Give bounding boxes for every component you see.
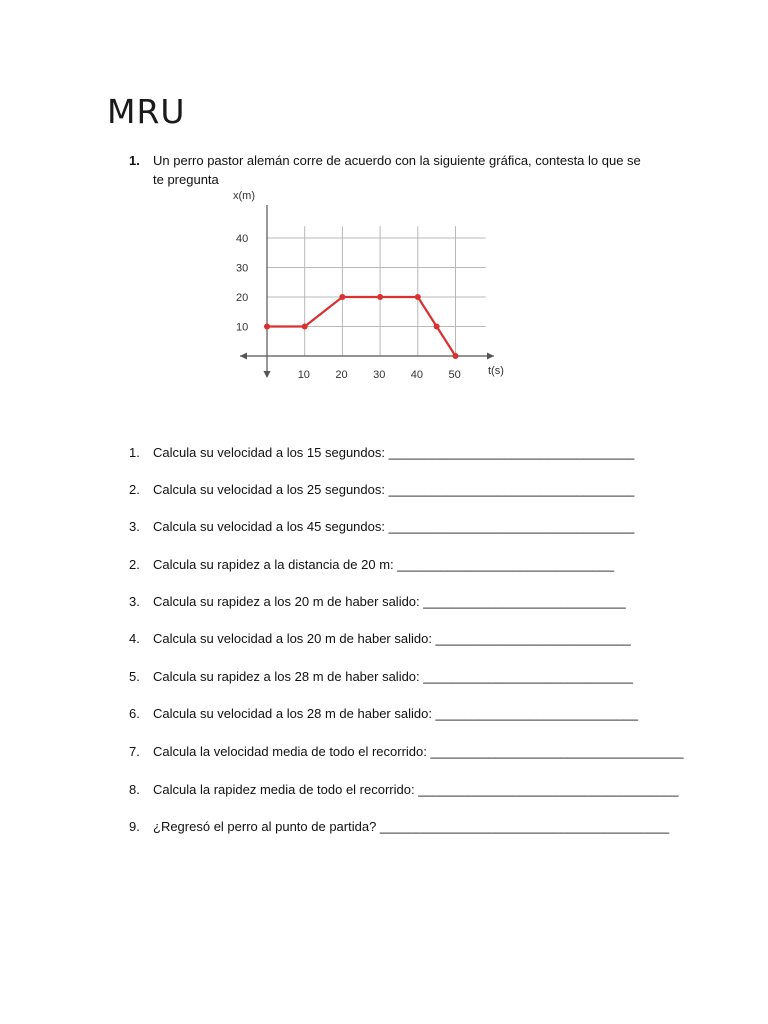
data-point <box>415 294 421 300</box>
question-number: 3. <box>129 594 140 609</box>
question-number: 9. <box>129 819 140 834</box>
position-time-graph <box>222 185 522 385</box>
x-tick-label: 50 <box>448 369 461 381</box>
question-number: 5. <box>129 669 140 684</box>
question-text: Calcula su velocidad a los 15 segundos: __________________________________ <box>153 445 635 460</box>
question-text: Calcula la rapidez media de todo el recorrido: ____________________________________ <box>153 782 679 797</box>
data-point <box>302 324 308 330</box>
y-axis-label: x(m) <box>233 190 255 202</box>
question-number: 2. <box>129 482 140 497</box>
y-tick-label: 40 <box>236 233 249 245</box>
question-number: 7. <box>129 744 140 759</box>
data-point <box>264 324 270 330</box>
page-title: MRU <box>107 92 186 131</box>
question-item <box>129 819 669 834</box>
question-item <box>129 631 631 646</box>
question-text: Calcula su rapidez a los 28 m de haber salido: _____________________________ <box>153 669 633 684</box>
data-point <box>377 294 383 300</box>
tick-labels <box>236 233 461 381</box>
question-item <box>129 669 633 684</box>
question-item <box>129 594 626 609</box>
question-number: 8. <box>129 782 140 797</box>
x-axis-arrow-left <box>240 353 247 360</box>
grid <box>267 226 486 356</box>
question-number: 6. <box>129 706 140 721</box>
question-number: 4. <box>129 631 140 646</box>
question-item <box>129 519 634 534</box>
question-text: Calcula la velocidad media de todo el recorrido: ___________________________________ <box>153 744 684 759</box>
y-tick-label: 20 <box>236 292 249 304</box>
question-item <box>129 445 634 460</box>
question-text: Calcula su rapidez a la distancia de 20 m: ______________________________ <box>153 557 615 572</box>
y-tick-label: 10 <box>236 321 249 334</box>
question-text: Calcula su rapidez a los 20 m de haber salido: ____________________________ <box>153 594 626 609</box>
question-text: ¿Regresó el perro al punto de partida? ________________________________________ <box>153 819 670 834</box>
data-point <box>339 294 345 300</box>
question-item <box>129 557 614 572</box>
y-axis-arrow-down <box>264 371 271 378</box>
data-point <box>453 353 459 359</box>
question-text: Calcula su velocidad a los 25 segundos: __________________________________ <box>153 482 635 497</box>
question-text: Calcula su velocidad a los 20 m de haber salido: ___________________________ <box>153 631 631 646</box>
question-number: 3. <box>129 519 140 534</box>
intro-text: Un perro pastor alemán corre de acuerdo con la siguiente gráfica, contesta lo que se te pregunta <box>153 153 641 187</box>
x-axis-arrow <box>487 353 494 360</box>
question-number: 1. <box>129 445 140 460</box>
question-item <box>129 744 684 759</box>
question-text: Calcula su velocidad a los 45 segundos: __________________________________ <box>153 519 635 534</box>
intro-number: 1. <box>129 153 140 168</box>
x-tick-label: 20 <box>335 369 348 381</box>
question-item <box>129 706 638 721</box>
x-tick-label: 40 <box>410 369 424 381</box>
x-tick-label: 30 <box>373 369 386 381</box>
x-tick-label: 10 <box>297 369 310 381</box>
question-text: Calcula su velocidad a los 28 m de haber salido: ____________________________ <box>153 706 638 721</box>
question-item <box>129 782 678 797</box>
intro-question <box>129 151 649 189</box>
x-axis-label: t(s) <box>488 365 504 377</box>
data-point <box>434 324 440 330</box>
question-number: 2. <box>129 557 140 572</box>
question-item <box>129 482 634 497</box>
y-tick-label: 30 <box>236 262 249 275</box>
